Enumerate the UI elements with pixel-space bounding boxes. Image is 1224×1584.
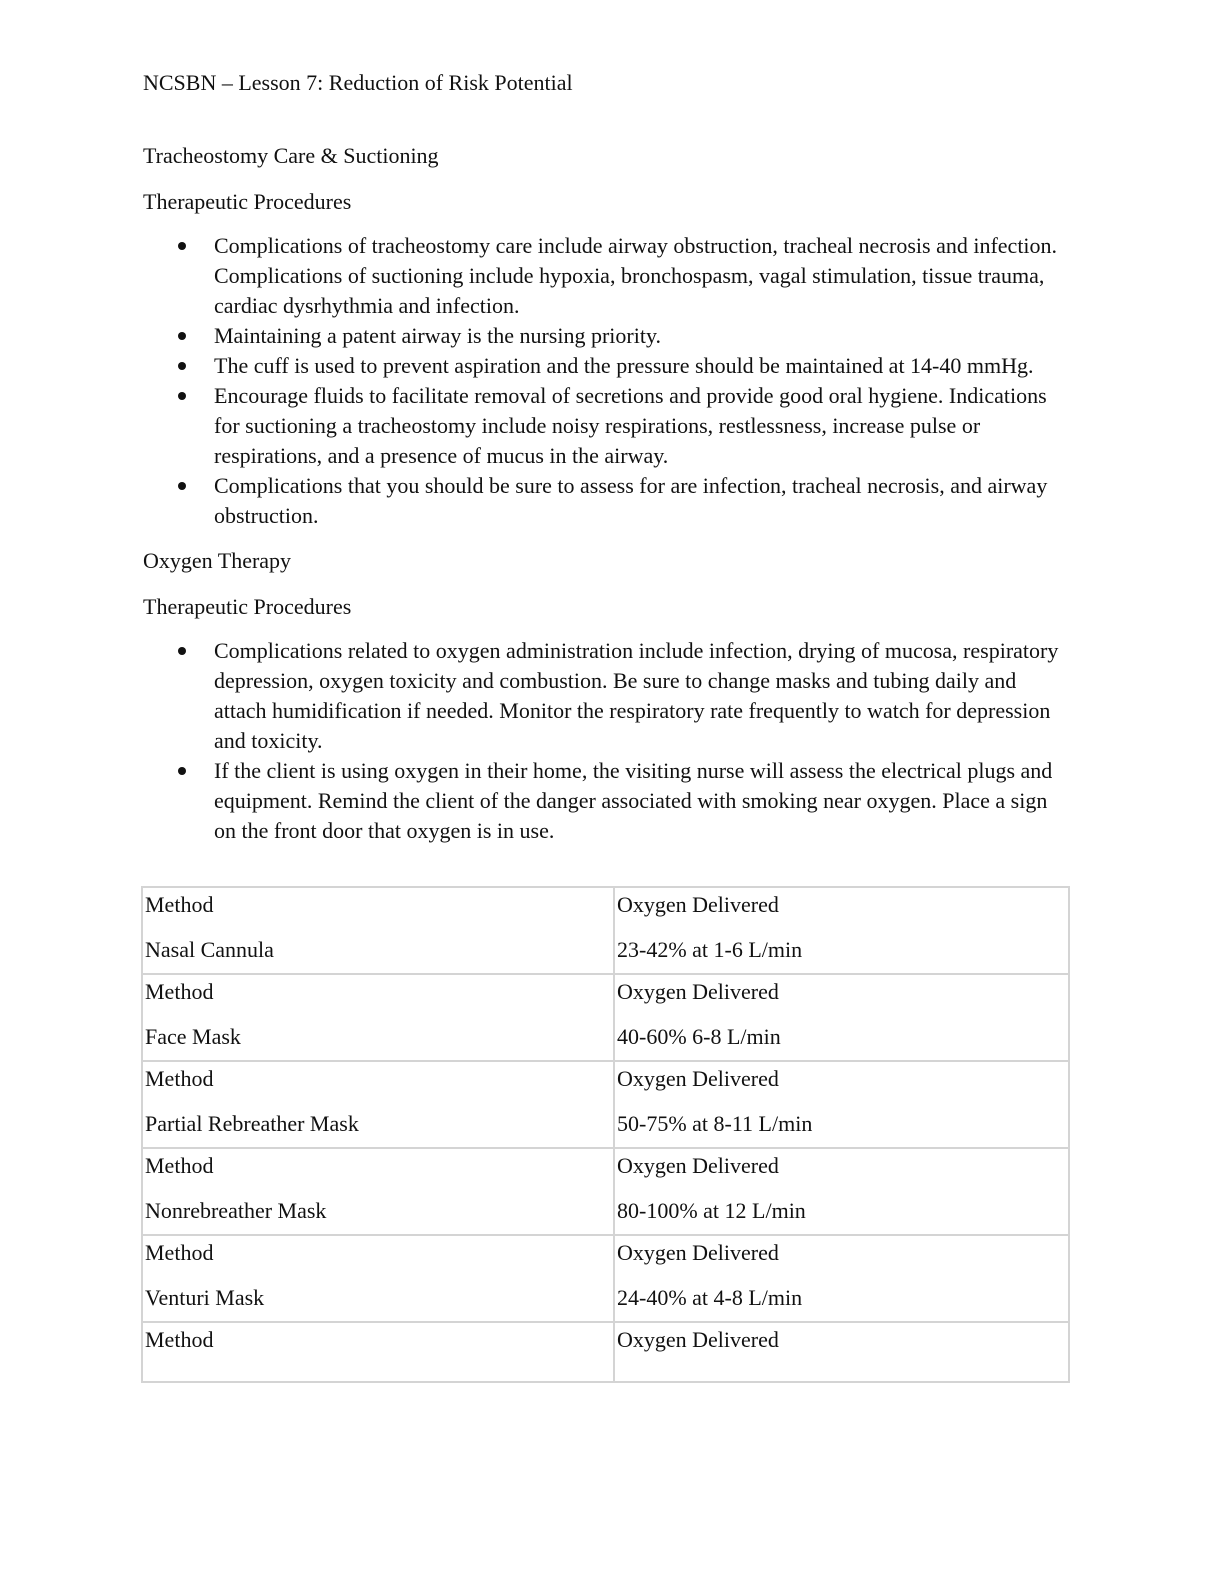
table-cell-method bbox=[142, 1322, 614, 1382]
cell-label: Oxygen Delivered bbox=[617, 1327, 779, 1352]
cell-label: Method bbox=[145, 1327, 214, 1352]
section-subheading-therapeutic-procedures: Therapeutic Procedures bbox=[143, 594, 352, 619]
cell-label: Oxygen Delivered bbox=[617, 979, 779, 1004]
cell-value: Nasal Cannula bbox=[145, 937, 274, 962]
cell-label: Method bbox=[145, 979, 214, 1004]
cell-label: Oxygen Delivered bbox=[617, 1153, 779, 1178]
table-cell-oxygen-delivered bbox=[614, 1235, 1069, 1322]
list-item bbox=[143, 351, 1073, 381]
list-item bbox=[143, 636, 1073, 756]
cell-value: 24-40% at 4-8 L/min bbox=[617, 1285, 803, 1310]
table-row bbox=[142, 887, 1069, 974]
document-title: NCSBN – Lesson 7: Reduction of Risk Potential bbox=[143, 70, 573, 95]
list-item bbox=[143, 471, 1073, 531]
list-item-text: If the client is using oxygen in their home, the visiting nurse will assess the electrical plugs and equipment. Remind the client of the danger associated with smoking near oxygen. Place a sign on the front door that oxygen is in use. bbox=[214, 758, 1053, 843]
cell-label: Method bbox=[145, 892, 214, 917]
table-cell-oxygen-delivered bbox=[614, 887, 1069, 974]
section-subheading-therapeutic-procedures: Therapeutic Procedures bbox=[143, 189, 352, 214]
list-item-text: Complications related to oxygen administration include infection, drying of mucosa, respiratory depression, oxygen toxicity and combustion. Be sure to change masks and tubing daily and attach humidification if needed. Monitor the respiratory rate frequently to watch for depression and toxicity. bbox=[214, 638, 1059, 753]
table-cell-method bbox=[142, 887, 614, 974]
list-item-text: Encourage fluids to facilitate removal of secretions and provide good oral hygiene. Indications for suctioning a tracheostomy include noisy respirations, restlessness, increase pulse or respirations, and a presence of mucus in the airway. bbox=[214, 383, 1047, 468]
list-item-text: The cuff is used to prevent aspiration and the pressure should be maintained at 14-40 mmHg. bbox=[214, 353, 1034, 378]
cell-value: Face Mask bbox=[145, 1024, 241, 1049]
bullet-icon bbox=[178, 242, 186, 250]
bullet-icon bbox=[178, 332, 186, 340]
cell-label: Method bbox=[145, 1240, 214, 1265]
table-cell-oxygen-delivered bbox=[614, 974, 1069, 1061]
cell-label: Method bbox=[145, 1153, 214, 1178]
table-row bbox=[142, 1148, 1069, 1235]
table-cell-method bbox=[142, 1235, 614, 1322]
bullet-icon bbox=[178, 767, 186, 775]
cell-value: 50-75% at 8-11 L/min bbox=[617, 1111, 813, 1136]
cell-label: Method bbox=[145, 1066, 214, 1091]
list-item-text: Complications of tracheostomy care include airway obstruction, tracheal necrosis and infection. Complications of suctioning include hypoxia, bronchospasm, vagal stimulation, tissue trauma, cardiac dysrhythmia and infection. bbox=[214, 233, 1058, 318]
cell-value: Partial Rebreather Mask bbox=[145, 1111, 359, 1136]
table-row bbox=[142, 1061, 1069, 1148]
bullet-icon bbox=[178, 482, 186, 490]
list-item bbox=[143, 231, 1073, 321]
bullet-icon bbox=[178, 362, 186, 370]
cell-label: Oxygen Delivered bbox=[617, 1240, 779, 1265]
document-page bbox=[143, 68, 1073, 861]
table-cell-oxygen-delivered bbox=[614, 1061, 1069, 1148]
table-row bbox=[142, 1235, 1069, 1322]
cell-value: 23-42% at 1-6 L/min bbox=[617, 937, 803, 962]
list-item bbox=[143, 321, 1073, 351]
table-cell-method bbox=[142, 1061, 614, 1148]
section-heading-oxygen-therapy: Oxygen Therapy bbox=[143, 548, 292, 573]
table-row bbox=[142, 1322, 1069, 1382]
list-item-text: Maintaining a patent airway is the nursing priority. bbox=[214, 323, 662, 348]
table-row bbox=[142, 974, 1069, 1061]
cell-value: 80-100% at 12 L/min bbox=[617, 1198, 806, 1223]
table-cell-method bbox=[142, 974, 614, 1061]
cell-value: 40-60% 6-8 L/min bbox=[617, 1024, 781, 1049]
list-item-text: Complications that you should be sure to assess for are infection, tracheal necrosis, and airway obstruction. bbox=[214, 473, 1048, 528]
cell-label: Oxygen Delivered bbox=[617, 892, 779, 917]
cell-value: Venturi Mask bbox=[145, 1285, 265, 1310]
bullet-icon bbox=[178, 647, 186, 655]
list-item bbox=[143, 756, 1073, 846]
table-cell-method bbox=[142, 1148, 614, 1235]
list-item bbox=[143, 381, 1073, 471]
oxygen-delivery-table bbox=[141, 886, 1070, 1383]
bullet-icon bbox=[178, 392, 186, 400]
section-heading-tracheostomy: Tracheostomy Care & Suctioning bbox=[143, 143, 439, 168]
cell-label: Oxygen Delivered bbox=[617, 1066, 779, 1091]
cell-value: Nonrebreather Mask bbox=[145, 1198, 327, 1223]
table-cell-oxygen-delivered bbox=[614, 1148, 1069, 1235]
bullet-list-tracheostomy bbox=[143, 231, 1073, 531]
bullet-list-oxygen-therapy bbox=[143, 636, 1073, 846]
table-cell-oxygen-delivered bbox=[614, 1322, 1069, 1382]
